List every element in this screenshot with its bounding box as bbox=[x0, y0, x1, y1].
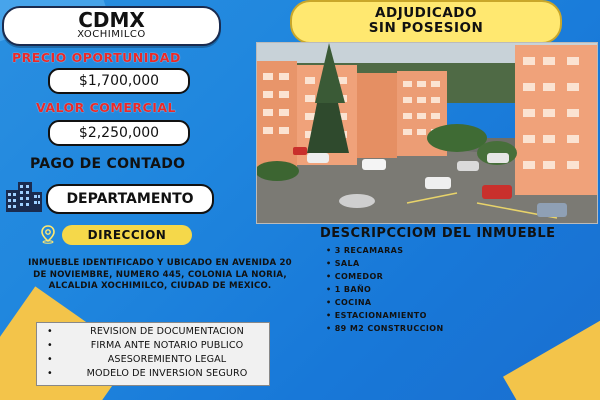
property-photo bbox=[256, 42, 598, 224]
offer-price-value: $1,700,000 bbox=[48, 68, 190, 94]
services-box bbox=[36, 322, 270, 386]
features-list bbox=[326, 244, 444, 335]
offer-price-label: PRECIO OPORTUNIDAD bbox=[12, 50, 181, 65]
address-label: DIRECCION bbox=[62, 225, 192, 245]
payment-method: PAGO DE CONTADO bbox=[30, 156, 186, 172]
decorative-shape-bottom-right bbox=[503, 317, 600, 400]
feature-item: • ESTACIONAMIENTO bbox=[326, 309, 444, 322]
status-badge bbox=[290, 0, 562, 44]
commercial-price-label: VALOR COMERCIAL bbox=[36, 100, 176, 115]
service-item: • FIRMA ANTE NOTARIO PUBLICO bbox=[65, 339, 269, 353]
feature-item: • 1 BAÑO bbox=[326, 283, 444, 296]
alcaldia-name: XOCHIMILCO bbox=[77, 29, 146, 40]
location-pin-icon bbox=[38, 224, 58, 244]
feature-item: • COCINA bbox=[326, 296, 444, 309]
address-text: INMUEBLE IDENTIFICADO Y UBICADO EN AVENIDA 20 DE NOVIEMBRE, NUMERO 445, COLONIA LA NORIA, ALCALDIA XOCHIMILCO, CIUDAD DE MEXICO. bbox=[28, 258, 292, 291]
service-item: • ASESOREMIENTO LEGAL bbox=[65, 353, 269, 367]
building-icon bbox=[4, 180, 44, 212]
feature-item: • 3 RECAMARAS bbox=[326, 244, 444, 257]
status-line-2: SIN POSESION bbox=[368, 20, 484, 36]
feature-item: • COMEDOR bbox=[326, 270, 444, 283]
city-badge bbox=[2, 6, 221, 46]
description-title: DESCRIPCCIOM DEL INMUEBLE bbox=[320, 226, 556, 241]
property-type: DEPARTAMENTO bbox=[46, 184, 214, 214]
status-line-1: ADJUDICADO bbox=[375, 5, 477, 21]
services-list bbox=[37, 325, 269, 381]
service-item: • MODELO DE INVERSION SEGURO bbox=[65, 367, 269, 381]
feature-item: • SALA bbox=[326, 257, 444, 270]
commercial-price-value: $2,250,000 bbox=[48, 120, 190, 146]
feature-item: • 89 M2 CONSTRUCCION bbox=[326, 322, 444, 335]
service-item: • REVISION DE DOCUMENTACION bbox=[65, 325, 269, 339]
city-name: CDMX bbox=[78, 8, 145, 32]
